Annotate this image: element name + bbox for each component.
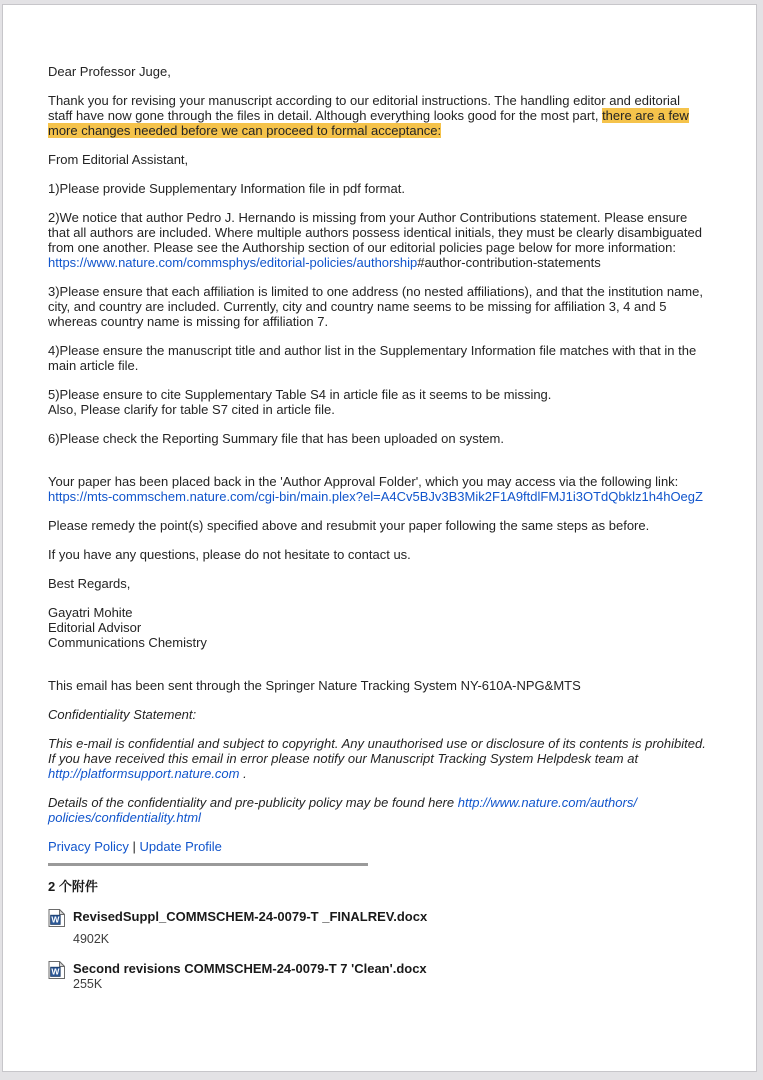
text-run: that all authors are included. Where multiple authors possess identical initials, they must be clearly disambiguated <box>48 225 702 240</box>
text-run: city, and country are included. Currently, city and country name seems to be missing for affiliation 3, 4 and 5 <box>48 299 667 314</box>
attachments-divider <box>48 863 368 866</box>
text-run: Communications Chemistry <box>48 635 207 650</box>
attachment-filename: Second revisions COMMSCHEM-24-0079-T 7 'Clean'.docx <box>73 961 427 976</box>
email-link[interactable]: Update Profile <box>139 839 222 854</box>
policy-details-paragraph <box>48 795 754 825</box>
text-run: | <box>128 839 140 854</box>
email-link[interactable]: https://mts-commschem.nature.com/cgi-bin/main.plex?el=A4Cv5BJv3B3Mik2F1A9ftdlFMJ1i3OTdQbklz1h4hOegZ <box>48 489 703 504</box>
text-run: . <box>239 766 247 781</box>
text-run: Also, Please clarify for table S7 cited in article file. <box>48 402 335 417</box>
point-2 <box>48 210 754 270</box>
attachment-filesize: 255K <box>73 977 103 991</box>
text-run: Dear Professor Juge, <box>48 64 171 79</box>
text-run: 6)Please check the Reporting Summary file that has been uploaded on system. <box>48 431 504 446</box>
confidentiality-paragraph <box>48 736 754 781</box>
text-run: 2)We notice that author Pedro J. Hernando is missing from your Author Contributions statement. Please ensure <box>48 210 688 225</box>
blank-line <box>48 460 754 474</box>
tracking-system-note <box>48 678 754 693</box>
attachment-filename: RevisedSuppl_COMMSCHEM-24-0079-T _FINALREV.docx <box>73 909 428 924</box>
from-line <box>48 152 754 167</box>
text-run: Thank you for revising your manuscript according to our editorial instructions. The handling editor and editorial <box>48 93 681 108</box>
signoff <box>48 576 754 591</box>
confidentiality-heading <box>48 707 754 722</box>
text-run: Details of the confidentiality and pre-publicity policy may be found here <box>48 795 458 810</box>
signature <box>48 605 754 650</box>
text-run: Your paper has been placed back in the 'Author Approval Folder', which you may access via the following link: <box>48 474 679 489</box>
remedy-paragraph <box>48 518 754 533</box>
text-run: Editorial Advisor <box>48 620 142 635</box>
attachment-item[interactable] <box>48 909 708 947</box>
svg-text:W: W <box>51 966 60 977</box>
text-run: main article file. <box>48 358 139 373</box>
intro-paragraph <box>48 93 754 138</box>
text-run: This e-mail is confidential and subject to copyright. Any unauthorised use or disclosure of its contents is prohibited. <box>48 736 706 751</box>
attachment-filesize: 4902K <box>73 932 110 946</box>
point-5 <box>48 387 754 417</box>
text-run: #author-contribution-statements <box>417 255 601 270</box>
footer-links <box>48 839 754 854</box>
text-run: This email has been sent through the Springer Nature Tracking System NY-610A-NPG&MTS <box>48 678 581 693</box>
questions-paragraph <box>48 547 754 562</box>
attachment-item[interactable] <box>48 961 708 992</box>
greeting <box>48 64 754 79</box>
email-link[interactable]: policies/confidentiality.html <box>48 810 201 825</box>
text-run: 5)Please ensure to cite Supplementary Table S4 in article file as it seems to be missing. <box>48 387 552 402</box>
text-run: Gayatri Mohite <box>48 605 133 620</box>
text-run: Please remedy the point(s) specified above and resubmit your paper following the same steps as before. <box>48 518 650 533</box>
attachments-count: 2 个附件 <box>48 879 98 894</box>
approval-folder-paragraph <box>48 474 754 504</box>
text-run: from one another. Please see the Authorship section of our editorial policies page below for more information: <box>48 240 676 255</box>
email-link[interactable]: https://www.nature.com/commsphys/editorial-policies/authorship <box>48 255 418 270</box>
highlighted-text: more changes needed before we can proceed to formal acceptance: <box>48 123 442 138</box>
svg-text:W: W <box>51 914 60 925</box>
point-6 <box>48 431 754 446</box>
email-link[interactable]: Privacy Policy <box>48 839 129 854</box>
text-run: If you have received this email in error please notify our Manuscript Tracking System Helpdesk team at <box>48 751 639 766</box>
blank-line <box>48 664 754 678</box>
word-doc-icon <box>48 909 65 927</box>
point-4 <box>48 343 754 373</box>
text-run: Confidentiality Statement: <box>48 707 197 722</box>
text-run: staff have now gone through the files in detail. Although everything looks good for the most part, <box>48 108 603 123</box>
email-body <box>48 64 754 868</box>
email-link[interactable]: http://www.nature.com/authors/ <box>457 795 637 810</box>
text-run: 4)Please ensure the manuscript title and author list in the Supplementary Information file matches with that in the <box>48 343 697 358</box>
text-run: 3)Please ensure that each affiliation is limited to one address (no nested affiliations), and that the institution name, <box>48 284 703 299</box>
email-link[interactable]: http://platformsupport.nature.com <box>48 766 240 781</box>
text-run: whereas country name is missing for affiliation 7. <box>48 314 329 329</box>
text-run: If you have any questions, please do not hesitate to contact us. <box>48 547 411 562</box>
email-card <box>2 4 757 1072</box>
text-run: 1)Please provide Supplementary Information file in pdf format. <box>48 181 405 196</box>
point-3 <box>48 284 754 329</box>
text-run: From Editorial Assistant, <box>48 152 189 167</box>
text-run: Best Regards, <box>48 576 131 591</box>
highlighted-text: there are a few <box>602 108 689 123</box>
word-doc-icon <box>48 961 65 979</box>
attachments-section <box>48 863 708 992</box>
point-1 <box>48 181 754 196</box>
